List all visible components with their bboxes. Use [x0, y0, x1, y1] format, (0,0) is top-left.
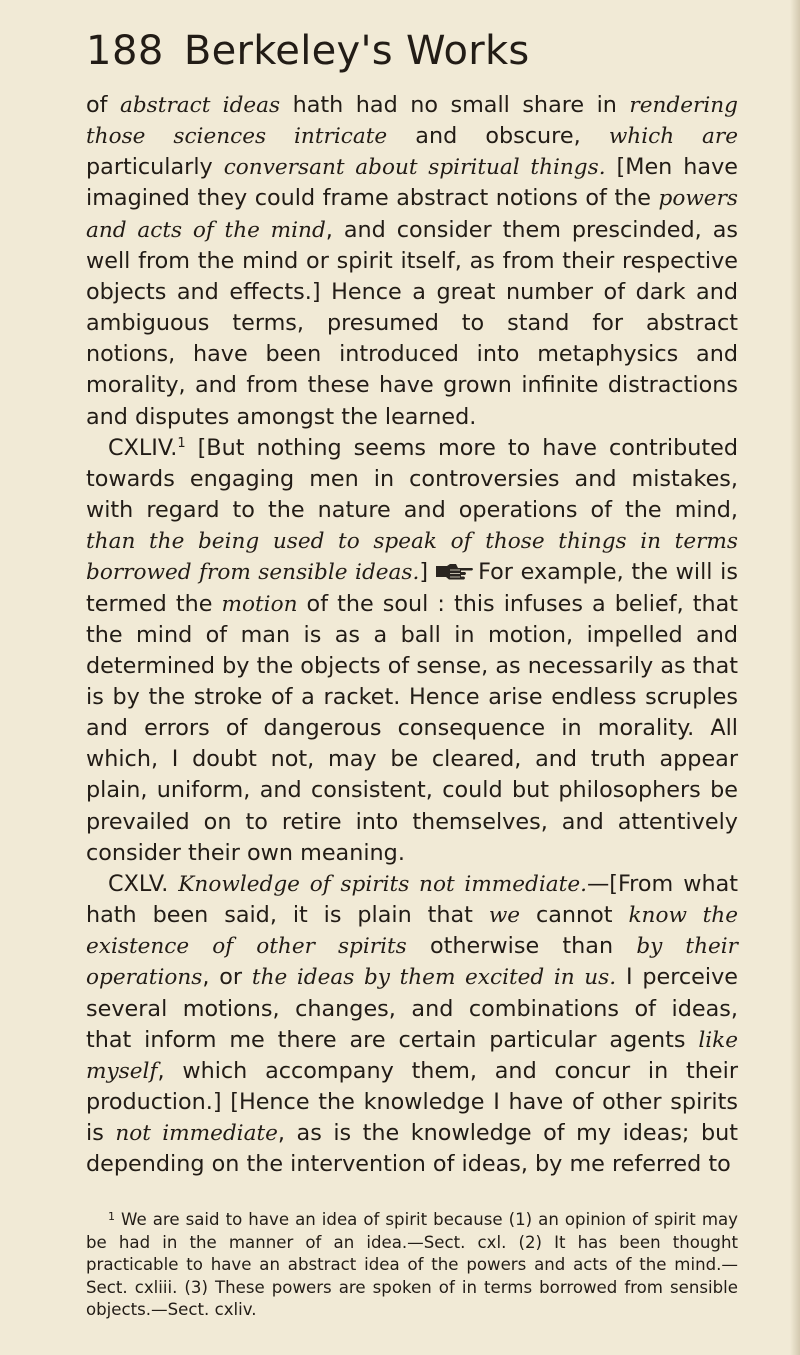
footnotes — [86, 1209, 738, 1321]
italic-run: conversant about spiritual things. — [223, 155, 606, 181]
text-run: , or — [202, 964, 252, 991]
text-run: [But nothing seems more to have contributed towards engaging men in controversies and mistakes, with regard to the nature and operations of the mind, — [86, 434, 738, 524]
page-header — [86, 28, 738, 88]
paragraph — [86, 90, 738, 433]
text-run: For example, the will is termed the — [86, 559, 738, 617]
text-run: and obscure, — [387, 123, 609, 150]
italic-run: motion — [221, 591, 298, 617]
italic-run: Knowledge of spirits not immediate. — [178, 871, 587, 897]
footnote-ref: 1 — [177, 435, 186, 451]
italic-run: by their operations — [86, 934, 738, 991]
footnote-ref: 1 — [108, 1210, 115, 1224]
running-title: Berkeley's Works — [183, 28, 530, 74]
body-text — [86, 90, 738, 1180]
page-number: 188 — [86, 28, 164, 74]
text-run: [Men have imagined they could frame abstract notions of the — [86, 154, 738, 212]
text-run: otherwise than — [406, 933, 637, 960]
italic-run: we — [488, 903, 521, 929]
italic-run: than the being used to speak of those things in terms borrowed from sensible ideas. — [86, 529, 738, 586]
text-run: —[From what hath been said, it is plain that — [86, 870, 738, 929]
footnote — [86, 1209, 738, 1321]
italic-run: powers and acts of the mind — [86, 186, 738, 243]
italic-run: not immediate — [115, 1121, 278, 1147]
text-run: ] — [419, 559, 429, 586]
text-run: CXLIV. — [108, 434, 178, 461]
text-run: , and consider them prescinded, as well from the mind or spirit itself, as from their respective objects and effects.] Hence a great number of dark and ambiguous terms, presumed to stand for abstract notions, have been introduced into metaphysics and morality, and from these have grown infinite distractions and disputes amongst the learned. — [86, 216, 738, 430]
pointing-hand-icon — [434, 563, 474, 581]
text-run: cannot — [520, 902, 629, 929]
italic-run: the ideas by them excited in us. — [251, 965, 617, 991]
text-run: , which accompany them, and concur in their production.] [Hence the knowledge I have of other spirits is — [86, 1057, 738, 1147]
paragraph — [86, 433, 738, 869]
text-run: , as is the knowledge of my ideas; but depending on the intervention of ideas, by me referred to — [86, 1120, 738, 1178]
text-run: particularly — [86, 154, 224, 181]
italic-run: know the existence of other spirits — [86, 903, 738, 960]
italic-run: like myself — [86, 1027, 738, 1084]
book-page — [86, 28, 738, 1322]
text-run: We are said to have an idea of spirit because (1) an opinion of spirit may be had in the manner of an idea.—Sect. cxl. (2) It has been thought practicable to have an abstract idea of the powers and acts of the mind.—Sect. cxliii. (3) These powers are spoken of in terms borrowed from sensible objects.—Sect. cxliv. — [86, 1210, 738, 1320]
italic-run: which are — [608, 124, 739, 150]
page-edge-shadow — [790, 0, 800, 1355]
paragraph — [86, 869, 738, 1181]
italic-run: abstract ideas — [119, 93, 281, 118]
text-run: of the soul : this infuses a belief, that the mind of man is as a ball in motion, impelled and determined by the objects of sense, as necessarily as that is by the stroke of a racket. Hence arise endless scruples and errors of dangerous consequence in morality. All which, I doubt not, may be cleared, and truth appear plain, uniform, and consistent, could but philosophers be prevailed on to retire into themselves, and attentively consider their own meaning. — [86, 590, 738, 866]
text-run: CXLV. — [108, 870, 179, 897]
italic-run: rendering those sciences intricate — [86, 93, 738, 150]
text-run: hath had no small share in — [280, 92, 630, 118]
text-run: of — [86, 92, 120, 118]
text-run: I perceive several motions, changes, and combinations of ideas, that inform me there are certain particular agents — [86, 964, 738, 1053]
